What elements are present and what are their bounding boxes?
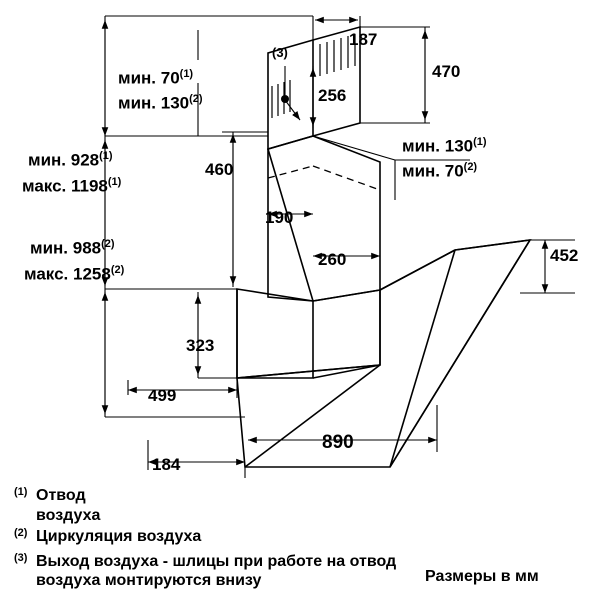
- callout-3: (3): [272, 45, 288, 60]
- dim-min-130-sup2: [118, 93, 203, 113]
- dim-min-70-value: мин. 70: [118, 68, 180, 88]
- dim-min-130-value: мин. 130: [118, 93, 190, 113]
- units-note: Размеры в мм: [425, 568, 539, 585]
- dim-184: 184: [152, 455, 181, 474]
- dim-min-70-right: [402, 161, 477, 181]
- sup-2d: (2): [463, 161, 478, 173]
- sup-2c: (2): [110, 264, 125, 276]
- dim-min-928: [28, 150, 113, 170]
- dim-499: 499: [148, 386, 177, 405]
- legend-marker-1: (1): [14, 486, 28, 498]
- dim-min-928-value: мин. 928: [28, 150, 100, 170]
- sup-1c: (1): [107, 176, 122, 188]
- dim-min-988: [30, 238, 115, 258]
- dim-max-1258-value: макс. 1258: [24, 264, 111, 284]
- legend-text-3-line1: Выход воздуха - шлицы при работе на отвод: [36, 552, 397, 570]
- dim-190: 190: [265, 208, 294, 227]
- dim-323: 323: [186, 336, 215, 355]
- legend-text-1-line1: Отвод: [36, 487, 86, 504]
- sup-1: (1): [179, 68, 194, 80]
- legend-text-1-line2: воздуха: [36, 506, 101, 524]
- dim-470: 470: [432, 62, 461, 81]
- sup-1b: (1): [99, 150, 113, 162]
- dim-max-1198: [22, 176, 121, 196]
- legend-text-2-line1: Циркуляция воздуха: [36, 528, 202, 546]
- dim-min-130-right-value: мин. 130: [402, 136, 474, 156]
- dim-min-70-right-value: мин. 70: [402, 161, 464, 181]
- dim-min-988-value: мин. 988: [30, 238, 102, 258]
- legend-marker-2: (2): [14, 527, 28, 540]
- dim-890: 890: [322, 432, 354, 453]
- legend-item-1: [14, 486, 574, 525]
- dim-260: 260: [318, 250, 347, 269]
- legend-marker-3: (3): [14, 551, 28, 564]
- legend-item-2: [14, 527, 574, 548]
- sup-2: (2): [189, 93, 203, 105]
- hood-body: [237, 27, 530, 467]
- dim-max-1198-value: макс. 1198: [22, 176, 108, 196]
- dim-187: 187: [349, 30, 378, 49]
- legend-text-3-line2: воздуха монтируются внизу: [36, 572, 262, 590]
- sup-2b: (2): [101, 238, 115, 250]
- dim-452: 452: [550, 246, 579, 265]
- dim-max-1258: [24, 264, 124, 284]
- dim-256: 256: [318, 86, 347, 105]
- sup-1d: (1): [473, 136, 487, 148]
- dim-min-130-right: [402, 136, 487, 156]
- dim-460: 460: [205, 160, 234, 179]
- dim-min-70-sup1: [118, 68, 193, 88]
